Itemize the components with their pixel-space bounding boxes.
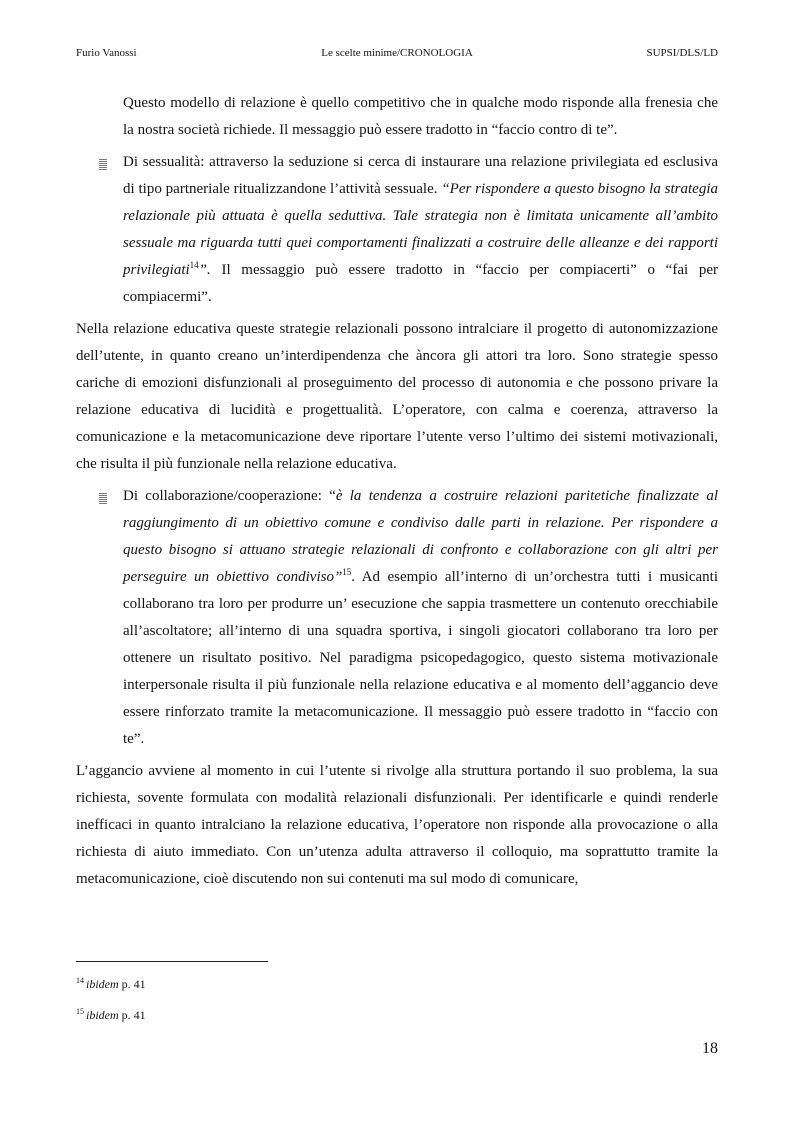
footnote-14 [76,976,146,992]
bullet-text-intro: Di collaborazione/cooperazione: “ [123,488,336,504]
header-title: Le scelte minime/CRONOLOGIA [321,47,473,59]
page-body [76,90,718,893]
body-paragraph: Nella relazione educativa queste strategie relazionali possono intralciare il progetto di autonomizzazione dell’utente, in quanto creano un’interdipendenza che àncora gli attori tra loro. Sono strategie spesso cariche di emozioni disfunzionali al proseguimento del processo di autonomia e che possono privare la relazione educativa di lucidità e progettualità. L’operatore, con calma e coerenza, attraverso la comunicazione e la metacomunicazione deve riportare l’utente verso l’ultimo dei sistemi motivazionali, che risulta il più funzionale nella relazione educativa. [76,321,718,472]
page-number: 18 [702,1040,718,1057]
footnote-15 [76,1007,146,1023]
footnote-page: p. 41 [118,1008,146,1022]
footnote-number: 14 [76,976,84,985]
footnote-number: 15 [76,1007,84,1016]
bullet-text-end: Il messaggio può essere tradotto in “faccio per compiacerti” o “fai per compiacermi”. [123,262,718,305]
list-item-collaborazione [123,483,718,753]
list-item-sessualita [123,149,718,311]
bullet-quote: è la tendenza a costruire relazioni paritetiche finalizzate al raggiungimento di un obiettivo comune e condiviso dalle parti in relazione. Per rispondere a questo bisogno si attuano strategie relazionali di confronto e collaborazione con gli altri per perseguire un obiettivo condiviso [123,488,718,585]
bullet-text-intro: Di sessualità: attraverso la seduzione si cerca di instaurare una relazione privilegiata ed esclusiva di tipo partneriale ritualizzandone l’attività sessuale. [123,154,718,197]
page-header [76,47,718,63]
footnote-source: ibidem [86,977,119,991]
footnote-divider [76,961,268,962]
bullet-icon [99,492,107,504]
bullet-icon [99,158,107,170]
header-author: Furio Vanossi [76,47,137,59]
quote-close: ” [333,569,343,585]
footnote-page: p. 41 [118,977,146,991]
bullet-text-end: . Ad esempio all’interno di un’orchestra tutti i musicanti collaborano tra loro per produrre un’ esecuzione che sappia trasmettere un contenuto orecchiabile all’ascoltatore; all’interno di una squadra sportiva, i singoli giocatori collaborano tra loro per ottenere un risultato positivo. Nel paradigma psicopedagogico, questo sistema motivazionale interpersonale risulta il più funzionale nella relazione educativa e al momento dell’aggancio deve essere rinforzato tramite la metacomunicazione. Il messaggio può essere tradotto in “faccio con te”. [123,569,718,747]
footnote-ref: 14 [189,260,199,270]
footnote-ref: 15 [342,567,352,577]
continuation-paragraph: Questo modello di relazione è quello competitivo che in qualche modo risponde alla frenesia che la nostra società richiede. Il messaggio può essere tradotto in “faccio contro di te”. [123,95,718,138]
body-paragraph: L’aggancio avviene al momento in cui l’utente si rivolge alla struttura portando il suo problema, la sua richiesta, sovente formulata con modalità relazionali disfunzionali. Per identificarle e quindi renderle inefficaci in quanto intralciano la relazione educativa, l’operatore non risponde alla provocazione o alla richiesta di aiuto immediato. Con un’utenza adulta attraverso il colloquio, ma soprattutto tramite la metacomunicazione, cioè discutendo non sui contenuti ma sul modo di comunicare, [76,763,718,887]
header-institution: SUPSI/DLS/LD [646,47,718,59]
footnote-source: ibidem [86,1008,119,1022]
quote-close: ”. [198,262,211,278]
bullet-quote: “Per rispondere a questo bisogno la strategia relazionale più attuata è quella seduttiva. Tale strategia non è limitata unicamente all’ambito sessuale ma riguarda tutti quei comportamenti finalizzati a costruire delle alleanze e dei rapporti privilegiati [123,181,718,278]
